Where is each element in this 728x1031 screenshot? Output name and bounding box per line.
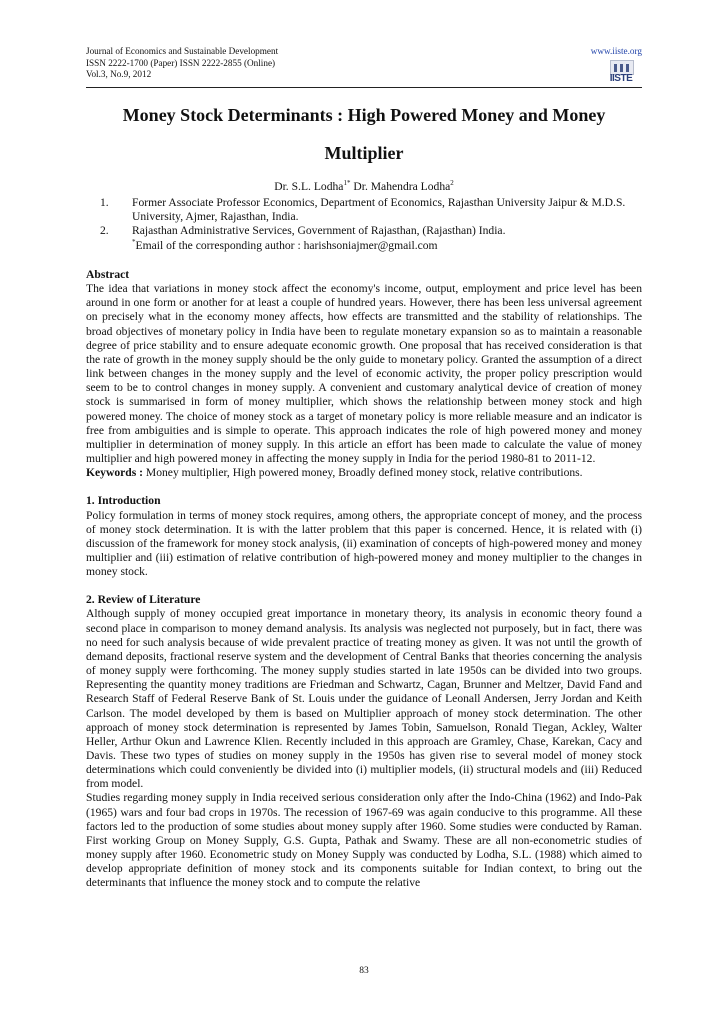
affiliation-number: 2. [100,224,109,238]
review-heading: 2. Review of Literature [86,593,201,607]
intro-text: Policy formulation in terms of money stock requires, among others, the appropriate concept of money, and the process of money stock determination. It is with the latter problem that this paper is concerned. Hence, it is related with (i) discussion of the framework for money stock analysis, (ii) examination of concepts of high-powered money and money multiplier and (iii) estimation of relative contribution of high-powered money and money multiplier to the changes in money stock. [86,508,642,579]
author-line [86,180,642,194]
abstract-heading: Abstract [86,268,130,281]
author-2-marker: 2 [450,179,454,188]
affiliation-text: Rajasthan Administrative Services, Government of Rajasthan, (Rajasthan) India. [132,224,506,238]
journal-name: Journal of Economics and Sustainable Development [86,46,279,56]
keywords-label: Keywords : [86,466,143,480]
header-divider [86,87,642,88]
journal-header [86,46,642,86]
spacer [86,480,642,494]
spacer [86,579,642,593]
affiliation-item [100,196,640,224]
corresponding-email [100,239,640,253]
journal-volume: Vol.3, No.9, 2012 [86,69,152,79]
review-paragraph-1: Although supply of money occupied great importance in monetary theory, its analysis in economic theory found a second place in comparison to money demand analysis. Its analysis was neglected not purposely, but in fact, there was no need for such analysis because of wide prevalent practice of treating money as given. It was not until the growth of demand deposits, fractional reserve system and the development of Central Banks that theories concerning the analysis of money supply were forthcoming. The money supply studies started in late 1950s can be divided into two groups. Representing the quantity money traditions are Friedman and Schwartz, Cagan, Brunner and Meltzer, David Fand and Research Staff of Federal Reserve Bank of St. Louis under the guidance of Leonall Andersen, Jerry Jordan and Keith Carlson. The model developed by them is based on Multiplier approach of money stock determination. The other approach of money stock determination is represented by James Tobin, Samuelson, Ronald Tiegan, Ackley, Walter Heller, Arthur Okun and Lawrence Klien. Recently included in this approach are Gramley, Chase, Karekan, Cacy and Davis. These two types of studies on money supply in the 1950s has given rise to several model of money stock determinations which could conveniently be divided into (i) multiplier models, (ii) structural models and (iii) Reduced from model. [86,607,642,791]
abstract-text: The idea that variations in money stock affect the economy's income, output, employment and price level has been around in one form or another for at least a couple of hundred years. However, there has been less universal agreement on precisely what in the economy money affects, how effects are transmitted and the stability of relationships. The broad objectives of monetary policy in India have been to regulate monetary expansion so as to maintain a reasonable degree of price stability and to ensure adequate economic growth. One proposal that has received consideration is that the rate of growth in the money supply should be the only guide to monetary policy. Granted the assumption of a direct link between changes in the money supply and the level of economic activity, the proper policy prescription would seem to be to control changes in money supply. A convenient and customary analytical device of creation of money stock is summarised in form of money multiplier, which shows the relationship between money stock and high powered money. The choice of money stock as a target of monetary policy is more reliable measure and an indicator is free from ambiguities and is simple to operate. This approach indicates the role of high powered money and money multiplier in determination of money supply. In this article an effort has been made to calculate the value of money multiplier and high powered money in affecting the money supply in India for the period 1980-81 to 2011-12. [86,282,642,466]
keywords [86,466,642,480]
review-paragraph-2: Studies regarding money supply in India received serious consideration only after the Indo-China (1962) and Indo-Pak (1965) wars and four bad crops in 1970s. The recession of 1967-69 was again conducive to this programme. All these factors led to the production of some studies about money supply after 1960. Some studies were conducted by Raman. First working Group on Money Supply, G.S. Gupta, Pathak and Swamy. These are all non-econometric studies of money supply after 1960. Econometric study on Money Supply was conducted by Lodha, S.L. (1988) which aimed to develop appropriate definition of money stock and its components suitable for Indian context, to bring out the determinants that influence the money stock and to compute the relative [86,791,642,890]
journal-issn: ISSN 2222-1700 (Paper) ISSN 2222-2855 (Online) [86,57,276,68]
email-marker: * [132,237,136,246]
author-1: Dr. S.L. Lodha [274,180,344,193]
email-text: Email of the corresponding author : harishsoniajmer@gmail.com [135,238,438,252]
affiliation-item [100,224,640,238]
journal-info [86,46,278,81]
journal-url-link[interactable]: www.iiste.org [590,46,642,56]
affiliations-list [100,196,640,253]
logo-bar [620,64,623,72]
iiste-logo [608,60,634,84]
logo-bar [614,64,617,72]
page-number: 83 [359,966,369,976]
logo-bar [626,64,629,72]
intro-heading: 1. Introduction [86,494,161,508]
paper-body [86,268,642,891]
affiliation-number: 1. [100,196,109,209]
keywords-text: Money multiplier, High powered money, Broadly defined money stock, relative contributions. [145,466,583,480]
paper-title [86,96,642,172]
logo-text: IISTE [609,73,633,84]
affiliation-text: Former Associate Professor Economics, Department of Economics, Rajasthan University Jaipur & M.D.S. University, Ajmer, Rajasthan, India. [132,196,626,224]
title-line-2: Multiplier [324,143,404,163]
author-1-marker: 1* [343,179,351,188]
author-2: Dr. Mahendra Lodha [353,180,451,193]
title-line-1: Money Stock Determinants : High Powered Money and Money [122,105,606,125]
